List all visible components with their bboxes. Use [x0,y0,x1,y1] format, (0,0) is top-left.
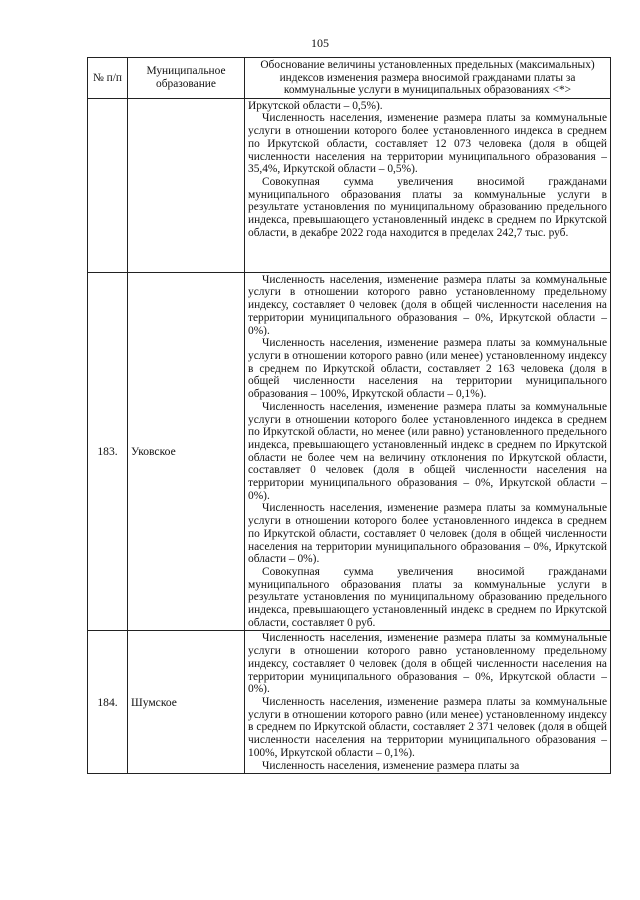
table-row [88,98,611,272]
paragraph: Численность населения, изменение размера платы за коммунальные услуги в отношении которого более установленного индекса в среднем по Иркутской области, составляет 0 человек (доля в общей численности населения на территории муниципального образования – 0%, Иркутской области – 0%). [248,502,607,566]
paragraph: Численность населения, изменение размера платы за коммунальные услуги в отношении которого равно установленному предельному индексу, составляет 0 человек (доля в общей численности населения на территории муниципального образования – 0%, Иркутской области – 0%). [248,632,607,696]
paragraph: Совокупная сумма увеличения вносимой гражданами муниципального образования платы за коммунальные услуги в результате установления по муниципальному образованию предельного индекса, превышающего установленный индекс в среднем по Иркутской области, в декабре 2022 года находится в пределах 242,7 тыс. руб. [248,176,607,239]
header-justification: Обоснование величины установленных предельных (максимальных) индексов изменения размера вносимой гражданами платы за коммунальные услуги в муниципальных образованиях <*> [245,58,611,99]
paragraph: Численность населения, изменение размера платы за коммунальные услуги в отношении которого более установленного индекса в среднем по Иркутской области, но менее (или равно) установленного предельного индекса, превышающего установленный индекс в среднем по Иркутской области не более чем на величину отклонения по Иркутской области, составляет 0 человек (доля в общей численности населения на территории муниципального образования – 0%, Иркутской области – 0%). [248,400,607,502]
table-row [88,631,611,774]
paragraph: Численность населения, изменение размера платы за коммунальные услуги в отношении которого равно (или менее) установленному индексу в среднем по Иркутской области, составляет 2 163 человека (доля в общей численности населения на территории муниципального образования – 100%, Иркутской области – 0,1%). [248,337,607,401]
table-row [88,272,611,631]
paragraph: Иркутской области – 0,5%). [248,99,383,112]
indices-table [87,57,611,774]
paragraph: Численность населения, изменение размера платы за коммунальные услуги в отношении которого равно установленному предельному индексу, составляет 0 человек (доля в общей численности населения на территории муниципального образования – 0%, Иркутской области – 0%). [248,273,607,337]
header-municipality: Муниципальное образование [128,58,245,99]
paragraph: Численность населения, изменение размера платы за коммунальные услуги в отношении которого более установленного индекса в среднем по Иркутской области, составляет 12 073 человека (доля в общей численности населения на территории муниципального образования – 35,4%, Иркутской области – 0,5%). [248,112,607,176]
paragraph: Численность населения, изменение размера платы за коммунальные услуги в отношении которого равно (или менее) установленному индексу в среднем по Иркутской области, составляет 2 371 человек (доля в общей численности населения на территории муниципального образования – 100%, Иркутской области – 0,1%). [248,695,607,759]
row-justification [245,631,611,774]
paragraph: Численность населения, изменение размера платы за [262,759,520,772]
table-header-row [88,58,611,99]
row-num: 183. [88,272,128,631]
header-num: № п/п [88,58,128,99]
row-justification [245,272,611,631]
row-municipality [128,98,245,272]
page-number: 105 [311,36,329,50]
row-municipality: Уковское [128,272,245,631]
row-num: 184. [88,631,128,774]
row-num [88,98,128,272]
row-justification [245,98,611,272]
row-municipality: Шумское [128,631,245,774]
paragraph: Совокупная сумма увеличения вносимой гражданами муниципального образования платы за коммунальные услуги в результате установления по муниципальному образованию предельного индекса, превышающего установленный индекс в среднем по Иркутской области, составляет 0 руб. [248,565,607,629]
